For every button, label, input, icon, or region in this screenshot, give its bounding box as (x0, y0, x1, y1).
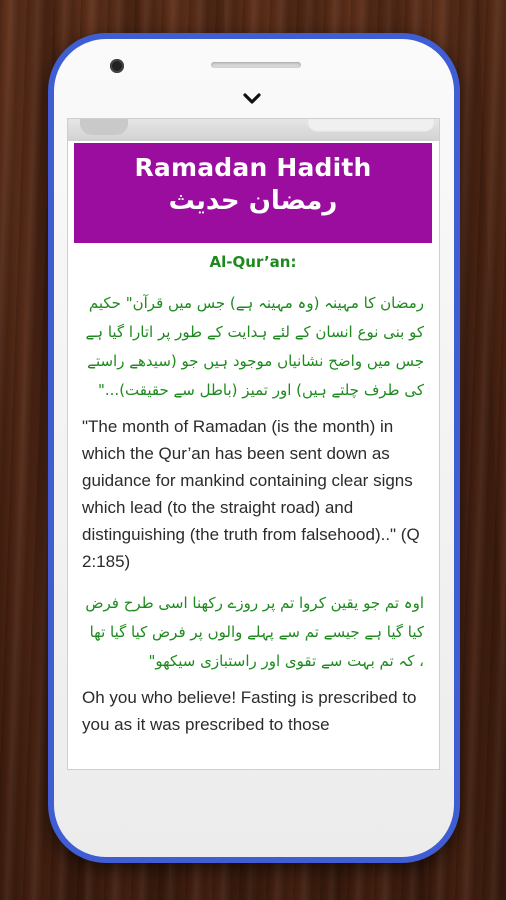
status-strip (68, 119, 439, 141)
status-strip-tab-left (80, 119, 128, 135)
source-heading: Al-Qur’an: (209, 253, 297, 271)
english-translation-2: Oh you who believe! Fasting is prescribed to you as it was prescribed to those (82, 688, 417, 734)
chevron-down-icon[interactable] (243, 93, 261, 105)
urdu-translation-2: اوہ تم جو یقین کروا تم پر روزے رکھنا اسی طرح فرض کیا گیا ہے جیسے تم سے پہلے والوں پر فرض کیا گیا تھا ، کہ تم بہت سے تقوی اور راستبازی سیکھو" (85, 594, 424, 670)
earpiece-speaker (211, 62, 301, 68)
urdu-translation-1: رمضان کا مہینہ (وہ مہینہ ہے) جس میں قرآن" حکیم کو بنی نوع انسان کے لئے ہدایت کے طور پر اتارا گیا ہے جس میں واضح نشانیاں موجود ہیں جو (سیدھے راستے کی طرف چلتے ہیں) اور تمیز (باطل سے حقیقت)..." (85, 294, 424, 399)
app-header (74, 143, 432, 243)
app-screen (67, 118, 440, 770)
status-strip-tab-right (307, 119, 435, 133)
page-title-urdu: رمضان حدیث (168, 186, 338, 216)
page-title: Ramadan Hadith (134, 153, 372, 182)
front-camera (110, 59, 124, 73)
hadith-content[interactable] (82, 253, 424, 752)
english-translation-1: "The month of Ramadan (is the month) in which the Qur’an has been sent down as guidance for mankind containing clear signs which lead (to the straight road) and distinguishing (the truth from falsehood).." (Q 2:185) (82, 417, 420, 571)
